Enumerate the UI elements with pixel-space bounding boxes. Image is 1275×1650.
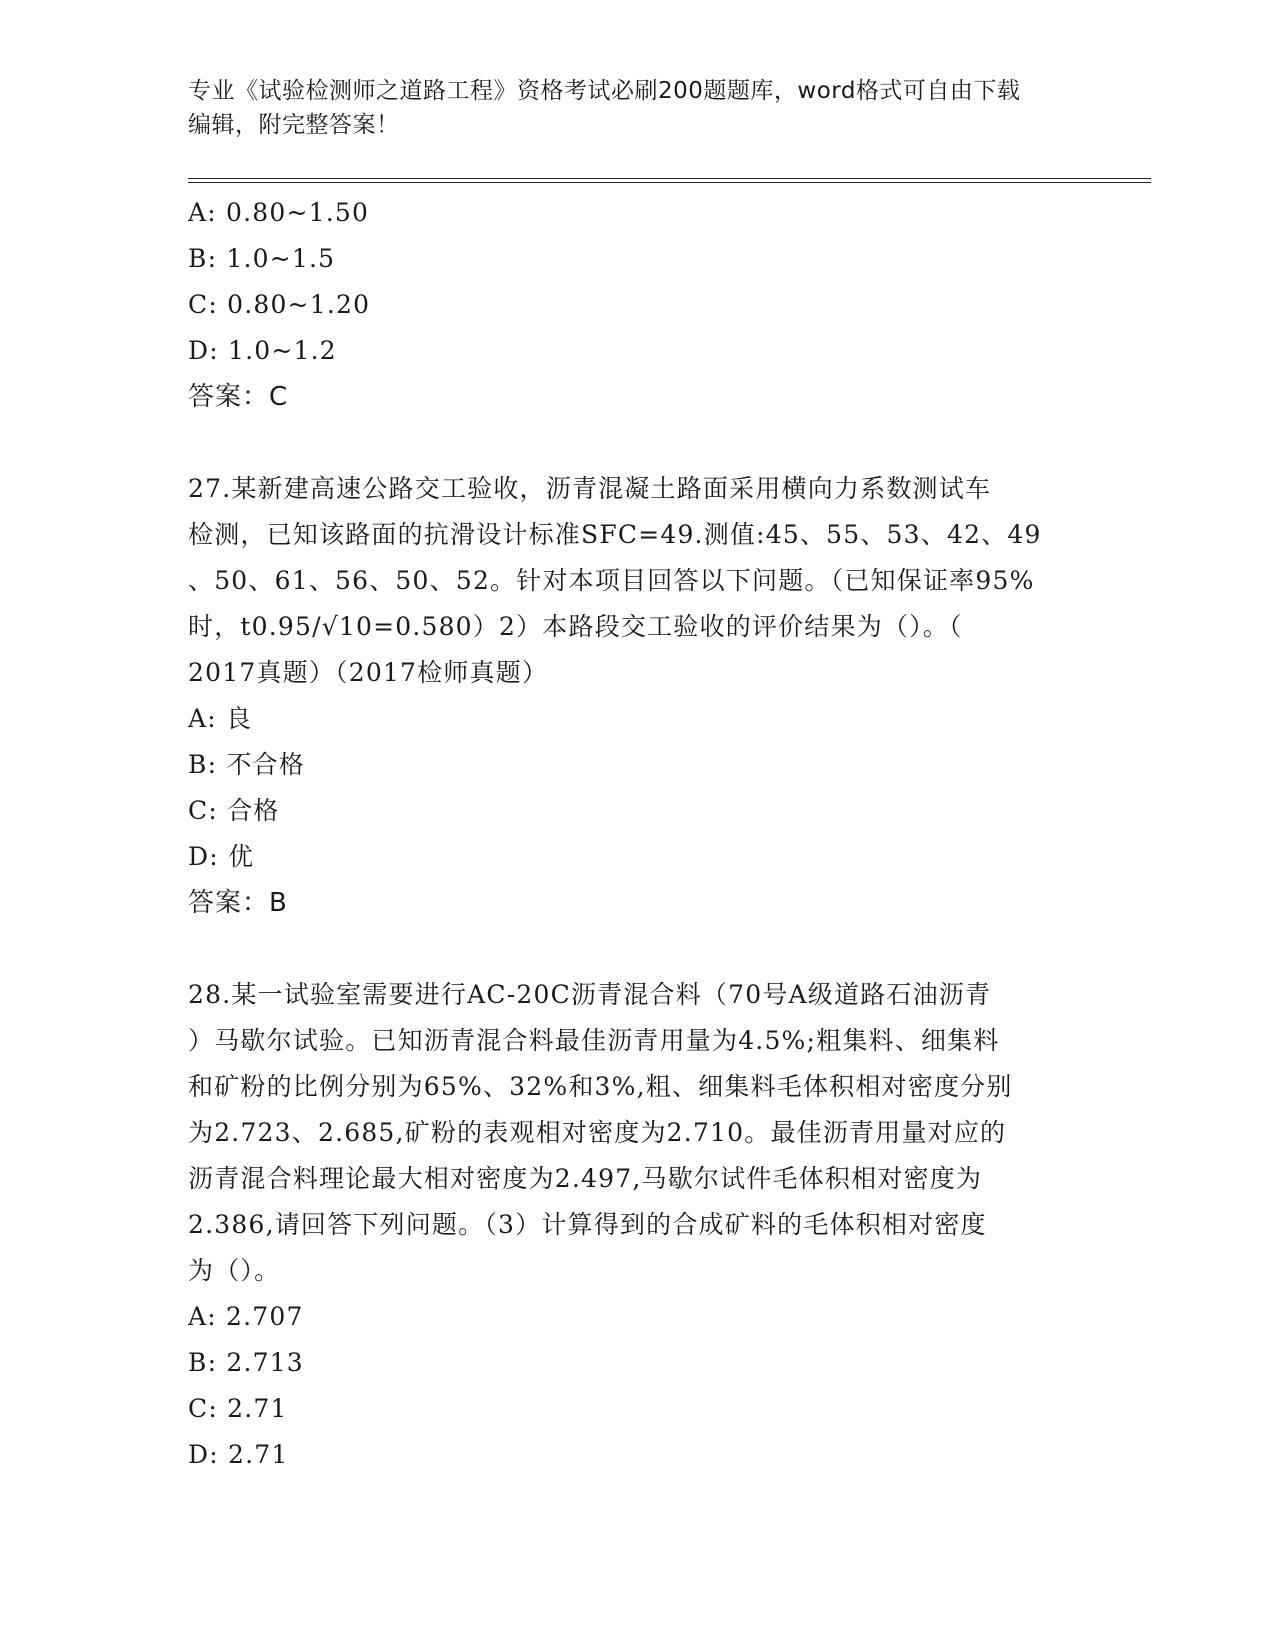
option-d: D: 优 <box>188 842 255 871</box>
option-d: D: 1.0~1.2 <box>188 336 337 365</box>
question-stem-line: 为（）。 <box>188 1256 281 1285</box>
option-b: B: 不合格 <box>188 750 305 779</box>
question-stem-line: 检测，已知该路面的抗滑设计标准SFC=49.测值:45、55、53、42、49 <box>188 520 1042 549</box>
answer-line: 答案：B <box>188 888 288 918</box>
spacer <box>188 926 1088 972</box>
header-divider-bottom <box>188 182 1151 183</box>
document-header <box>188 74 1088 142</box>
option-a: A: 2.707 <box>188 1302 304 1331</box>
question-28-block <box>188 972 1088 1478</box>
option-c: C: 0.80~1.20 <box>188 290 371 319</box>
option-c: C: 2.71 <box>188 1394 288 1423</box>
answer-line: 答案：C <box>188 382 289 412</box>
option-a: A: 0.80~1.50 <box>188 198 370 227</box>
question-stem-line: 28.某一试验室需要进行AC-20C沥青混合料（70号A级道路石油沥青 <box>188 980 992 1009</box>
option-b: B: 1.0~1.5 <box>188 244 336 273</box>
question-stem-line: 时，t0.95/√10=0.580）2）本路段交工验收的评价结果为（）。（ <box>188 612 963 641</box>
option-c: C: 合格 <box>188 796 280 825</box>
question-stem-line: 27.某新建高速公路交工验收，沥青混凝土路面采用横向力系数测试车 <box>188 474 992 503</box>
option-a: A: 良 <box>188 704 253 733</box>
question-stem-line: 和矿粉的比例分别为65%、32%和3%,粗、细集料毛体积相对密度分别 <box>188 1072 1013 1101</box>
question-26-block <box>188 190 1088 420</box>
question-stem-line: 沥青混合料理论最大相对密度为2.497,马歇尔试件毛体积相对密度为 <box>188 1164 983 1193</box>
spacer <box>188 420 1088 466</box>
question-stem-line: 为2.723、2.685,矿粉的表观相对密度为2.710。最佳沥青用量对应的 <box>188 1118 1007 1147</box>
question-content <box>188 190 1088 1478</box>
header-line-1: 专业《试验检测师之道路工程》资格考试必刷200题题库，word格式可自由下载 <box>188 78 1021 104</box>
option-b: B: 2.713 <box>188 1348 304 1377</box>
header-line-2: 编辑，附完整答案！ <box>188 112 400 138</box>
question-stem-line: 、50、61、56、50、52。针对本项目回答以下问题。（已知保证率95% <box>188 566 1035 595</box>
question-stem-line: 2.386,请回答下列问题。（3）计算得到的合成矿料的毛体积相对密度 <box>188 1210 987 1239</box>
question-stem-line: 2017真题）（2017检师真题） <box>188 658 549 687</box>
question-27-block <box>188 466 1088 926</box>
question-stem-line: ）马歇尔试验。已知沥青混合料最佳沥青用量为4.5%;粗集料、细集料 <box>188 1026 1000 1055</box>
header-divider-top <box>188 178 1151 179</box>
option-d: D: 2.71 <box>188 1440 289 1469</box>
